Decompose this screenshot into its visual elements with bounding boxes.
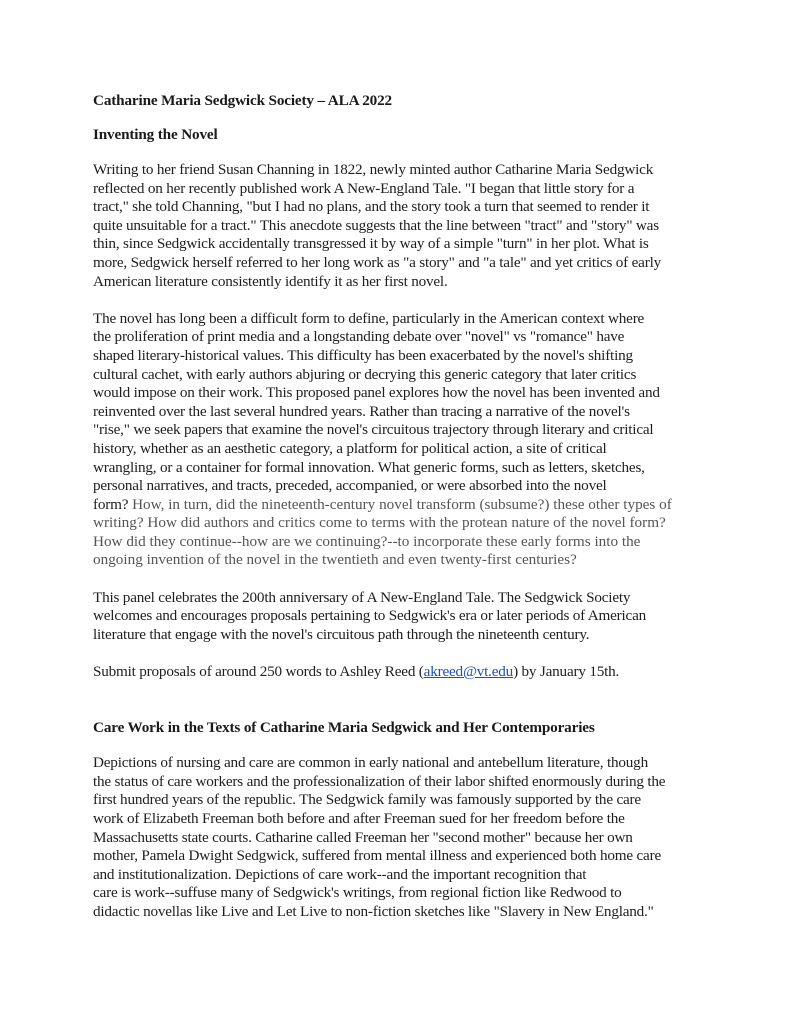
text-line: "rise," we seek papers that examine the novel's circuitous trajectory through literary and critical bbox=[93, 421, 654, 439]
text-line: would impose on their work. This proposed panel explores how the novel has been invented and bbox=[93, 384, 660, 402]
paragraph-anniversary bbox=[93, 589, 713, 645]
text-line: American literature consistently identify it as her first novel. bbox=[93, 272, 448, 290]
text-line: first hundred years of the republic. The Sedgwick family was famously supported by the care bbox=[93, 791, 641, 809]
text-line-light: ongoing invention of the novel in the twentieth and even twenty-first centuries? bbox=[93, 551, 577, 569]
text-line: tract," she told Channing, "but I had no plans, and the story took a turn that seemed to render it bbox=[93, 198, 650, 216]
text-line: mother, Pamela Dwight Sedgwick, suffered from mental illness and experienced both home care bbox=[93, 847, 661, 865]
text-line: reinvented over the last several hundred years. Rather than tracing a narrative of the novel's bbox=[93, 402, 630, 420]
text-line: didactic novellas like Live and Let Live to non-fiction sketches like "Slavery in New England." bbox=[93, 902, 654, 920]
text-dark-fragment: form? bbox=[93, 495, 129, 513]
text-line: and institutionalization. Depictions of care work--and the important recognition that bbox=[93, 865, 587, 883]
text-line: history, whether as an aesthetic category, a platform for political action, a site of critical bbox=[93, 439, 607, 457]
text-line: thin, since Sedgwick accidentally transgressed it by way of a simple "turn" in her plot. What is bbox=[93, 235, 649, 253]
text-line: This panel celebrates the 200th anniversary of A New-England Tale. The Sedgwick Society bbox=[93, 588, 631, 606]
email-link[interactable]: akreed@vt.edu bbox=[423, 663, 514, 681]
text-light-fragment: How, in turn, did the nineteenth-century novel transform (subsume?) these other types of bbox=[128, 495, 672, 513]
text-line: Depictions of nursing and care are common in early national and antebellum literature, though bbox=[93, 754, 648, 772]
section-heading: Care Work in the Texts of Catharine Maria Sedgwick and Her Contemporaries bbox=[93, 718, 595, 736]
text-line: reflected on her recently published work A New-England Tale. "I began that little story for a bbox=[93, 179, 635, 197]
text-line: shaped literary-historical values. This difficulty has been exacerbated by the novel's shifting bbox=[93, 346, 633, 364]
text-line: Writing to her friend Susan Channing in 1822, newly minted author Catharine Maria Sedgwick bbox=[93, 161, 654, 178]
document-title: Catharine Maria Sedgwick Society – ALA 2022 bbox=[93, 92, 392, 109]
text-line: The novel has long been a difficult form to define, particularly in the American context where bbox=[93, 309, 645, 327]
text-line: literature that engage with the novel's circuitous path through the nineteenth century. bbox=[93, 625, 590, 643]
text-line: quite unsuitable for a tract." This anecdote suggests that the line between "tract" and "story" was bbox=[93, 216, 659, 234]
text-line: wrangling, or a container for formal innovation. What generic forms, such as letters, sketches, bbox=[93, 458, 645, 476]
submission-text-after: ) by January 15th. bbox=[513, 663, 620, 681]
text-line: Massachusetts state courts. Catharine called Freeman her "second mother" because her own bbox=[93, 828, 633, 846]
document-page bbox=[93, 92, 713, 921]
text-line: cultural cachet, with early authors abjuring or decrying this generic category that later critics bbox=[93, 365, 637, 383]
section-care-work bbox=[93, 719, 713, 922]
text-line: personal narratives, and tracts, preceded, accompanied, or were absorbed into the novel bbox=[93, 477, 607, 495]
text-line: work of Elizabeth Freeman both before and after Freeman sued for her freedom before the bbox=[93, 809, 625, 827]
paragraph-intro bbox=[93, 161, 713, 291]
text-line-light: writing? How did authors and critics come to terms with the protean nature of the novel form? bbox=[93, 514, 666, 532]
text-line: the proliferation of print media and a longstanding debate over "novel" vs "romance" have bbox=[93, 328, 625, 346]
text-line: more, Sedgwick herself referred to her long work as "a story" and "a tale" and yet critics of early bbox=[93, 253, 661, 271]
submission-text-before: Submit proposals of around 250 words to Ashley Reed ( bbox=[93, 663, 424, 681]
paragraph-submission bbox=[93, 663, 713, 682]
text-line: the status of care workers and the professionalization of their labor shifted enormously during the bbox=[93, 772, 666, 790]
text-line-mixed bbox=[93, 496, 713, 515]
paragraph-novel-definition bbox=[93, 310, 713, 570]
paragraph-care-work bbox=[93, 754, 713, 921]
section-heading: Inventing the Novel bbox=[93, 125, 218, 143]
text-line-light: How did they continue--how are we continuing?--to incorporate these early forms into the bbox=[93, 532, 641, 550]
submission-line bbox=[93, 663, 713, 682]
text-line: welcomes and encourages proposals pertaining to Sedgwick's era or later periods of American bbox=[93, 607, 647, 625]
text-line: care is work--suffuse many of Sedgwick's writings, from regional fiction like Redwood to bbox=[93, 884, 622, 902]
section-inventing-the-novel bbox=[93, 126, 713, 682]
